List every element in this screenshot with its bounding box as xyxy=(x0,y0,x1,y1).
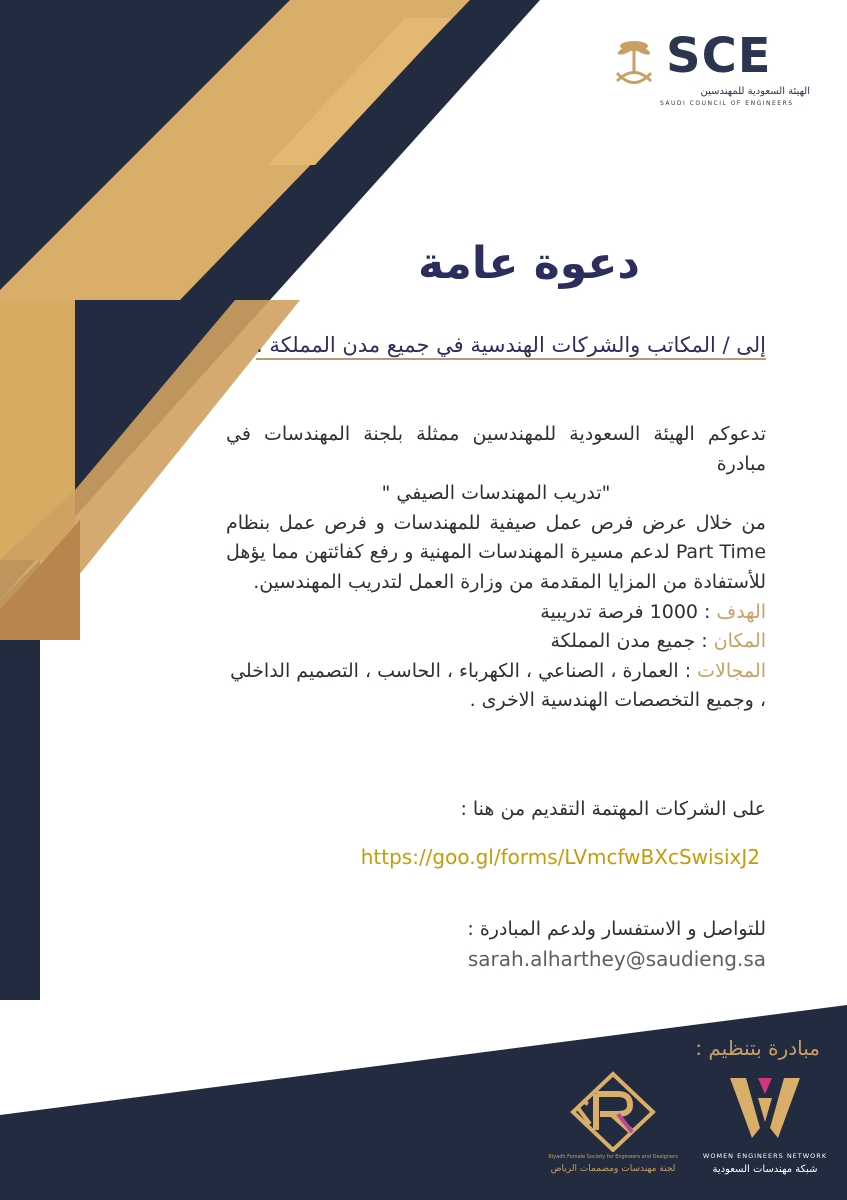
sce-logo-arabic: الهيئة السعودية للمهندسين xyxy=(700,86,810,97)
fields-label: المجالات xyxy=(697,659,766,682)
place-label: المكان xyxy=(713,630,766,653)
addressee-text: إلى / المكاتب والشركات الهندسية في جميع مدن المملكة . xyxy=(256,333,766,360)
intro-paragraph: تدعوكم الهيئة السعودية للمهندسين ممثلة بلجنة المهندسات في مبادرة xyxy=(226,423,766,475)
sce-logo-text: SCE xyxy=(666,28,772,84)
invitation-body xyxy=(226,420,766,716)
place-value: : جميع مدن المملكة xyxy=(550,630,708,653)
contact-instruction: للتواصل و الاستفسار ولدعم المبادرة : xyxy=(467,918,766,940)
program-name: "تدريب المهندسات الصيفي " xyxy=(381,482,611,505)
sce-logo xyxy=(610,28,815,114)
fields-line xyxy=(226,657,766,716)
sce-logo-english: SAUDI COUNCIL OF ENGINEERS xyxy=(660,100,794,107)
contact-email[interactable]: sarah.alharthey@saudieng.sa xyxy=(467,947,766,971)
goal-label: الهدف xyxy=(716,600,766,623)
organized-by-label: مبادرة بتنظيم : xyxy=(695,1036,820,1060)
wen-logo xyxy=(700,1072,830,1182)
place-line xyxy=(226,627,766,657)
fields-value: : العمارة ، الصناعي ، الكهرباء ، الحاسب ، التصميم الداخلي ، وجميع التخصصات الهندسية الاخرى . xyxy=(230,659,766,712)
rfs-emblem-icon xyxy=(548,1068,678,1152)
rfs-logo-english: Riyadh Female Society for Engineers and Designers xyxy=(548,1154,678,1160)
goal-line xyxy=(226,598,766,628)
rfs-logo-arabic: لجنة مهندسات ومصممات الرياض xyxy=(550,1164,676,1174)
palm-swords-icon xyxy=(610,34,658,94)
page-title: دعوة عامة xyxy=(417,238,640,289)
wen-logo-english: WOMEN ENGINEERS NETWORK xyxy=(702,1152,828,1160)
wen-logo-arabic: شبكة مهندسات السعودية xyxy=(712,1164,818,1175)
apply-instruction: على الشركات المهتمة التقديم من هنا : xyxy=(460,798,766,820)
wen-w-icon xyxy=(700,1072,830,1148)
rfs-logo xyxy=(548,1068,678,1180)
description-paragraph: من خلال عرض فرص عمل صيفية للمهندسات و فرص عمل بنظام Part Time لدعم مسيرة المهندسات المهنية و رفع كفائتهن مما يؤهل للأستفادة من المزايا المقدمة من وزارة العمل لتدريب المهندسين. xyxy=(226,511,767,593)
addressee xyxy=(226,332,766,358)
apply-link[interactable]: https://goo.gl/forms/LVmcfwBXcSwisixJ2 xyxy=(360,845,760,869)
goal-value: : 1000 فرصة تدريبية xyxy=(540,600,711,623)
